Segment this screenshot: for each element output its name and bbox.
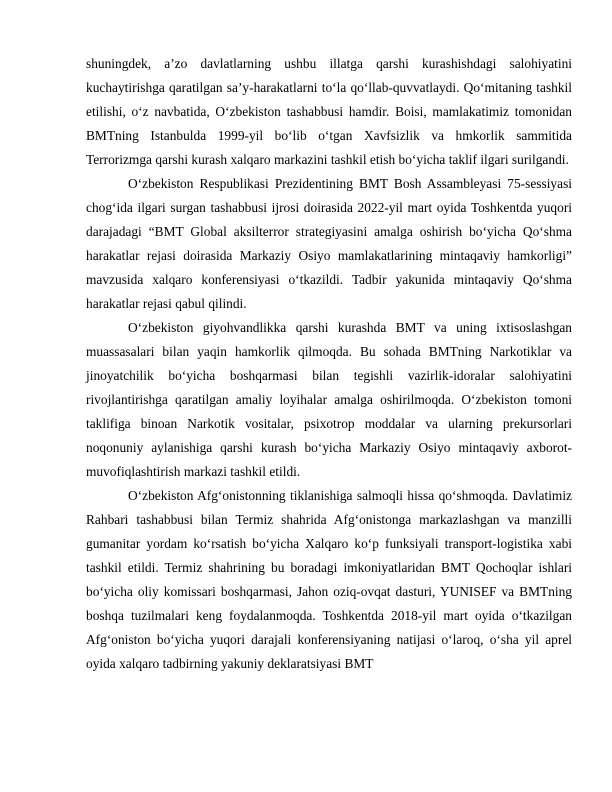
paragraph-presidential-initiative: O‘zbekiston Respublikasi Prezidentining BMT Bosh Assambleyasi 75-sessiyasi chog‘ida ilgari surgan tashabbusi ijrosi doirasida 2022-yil mart oyida Toshkentda yuqori darajadagi “BMT Global aksilterror strategiyasini amalga oshirish bo‘yicha Qo‘shma harakatlar rejasi doirasida Markaziy Osiyo mamlakatlarining mintaqaviy hamkorligi” mavzusida xalqaro konferensiyasi o‘tkazildi. Tadbir yakunida mintaqaviy Qo‘shma harakatlar rejasi qabul qilindi. [86, 176, 572, 311]
paragraph-afghanistan: O‘zbekiston Afg‘onistonning tiklanishiga salmoqli hissa qo‘shmoqda. Davlatimiz Rahbari tashabbusi bilan Termiz shahrida Afg‘onistonga markazlashgan va manzilli gumanitar yordam ko‘rsatish bo‘yicha Xalqaro ko‘p funksiyali transport-logistika xabi tashkil etildi. Termiz shahrining bu boradagi imkoniyatlaridan BMT Qochoqlar ishlari bo‘yicha oliy komissari boshqarmasi, Jahon oziq-ovqat dasturi, YUNISEF va BMTning boshqa tuzilmalari keng foydalanmoqda. Toshkentda 2018-yil mart oyida o‘tkazilgan Afg‘oniston bo‘yicha yuqori darajali konferensiyaning natijasi o‘laroq, o‘sha yil aprel oyida xalqaro tadbirning yakuniy deklaratsiyasi BMT [86, 488, 572, 671]
paragraph-drug-control: O‘zbekiston giyohvandlikka qarshi kurashda BMT va uning ixtisoslashgan muassasalari bilan yaqin hamkorlik qilmoqda. Bu sohada BMTning Narkotiklar va jinoyatchilik bo‘yicha boshqarmasi bilan tegishli vazirlik-idoralar salohiyatini rivojlantirishga qaratilgan amaliy loyihalar amalga oshirilmoqda. O‘zbekiston tomoni taklifiga binoan Narkotik vositalar, psixotrop moddalar va ularning prekursorlari noqonuniy aylanishiga qarshi kurash bo‘yicha Markaziy Osiyo mintaqaviy axborot-muvofiqlashtirish markazi tashkil etildi. [86, 320, 572, 479]
document-page [86, 52, 572, 676]
paragraph-continued: shuningdek, a’zo davlatlarning ushbu illatga qarshi kurashishdagi salohiyatini kuchaytirishga qaratilgan sa’y-harakatlarni to‘la qo‘llab-quvvatlaydi. Qo‘mitaning tashkil etilishi, o‘z navbatida, O‘zbekiston tashabbusi hamdir. Boisi, mamlakatimiz tomonidan BMTning Istanbulda 1999-yil bo‘lib o‘tgan Xavfsizlik va hmkorlik sammitida Terrorizmga qarshi kurash xalqaro markazini tashkil etish bo‘yicha taklif ilgari surilgandi. [86, 56, 572, 167]
